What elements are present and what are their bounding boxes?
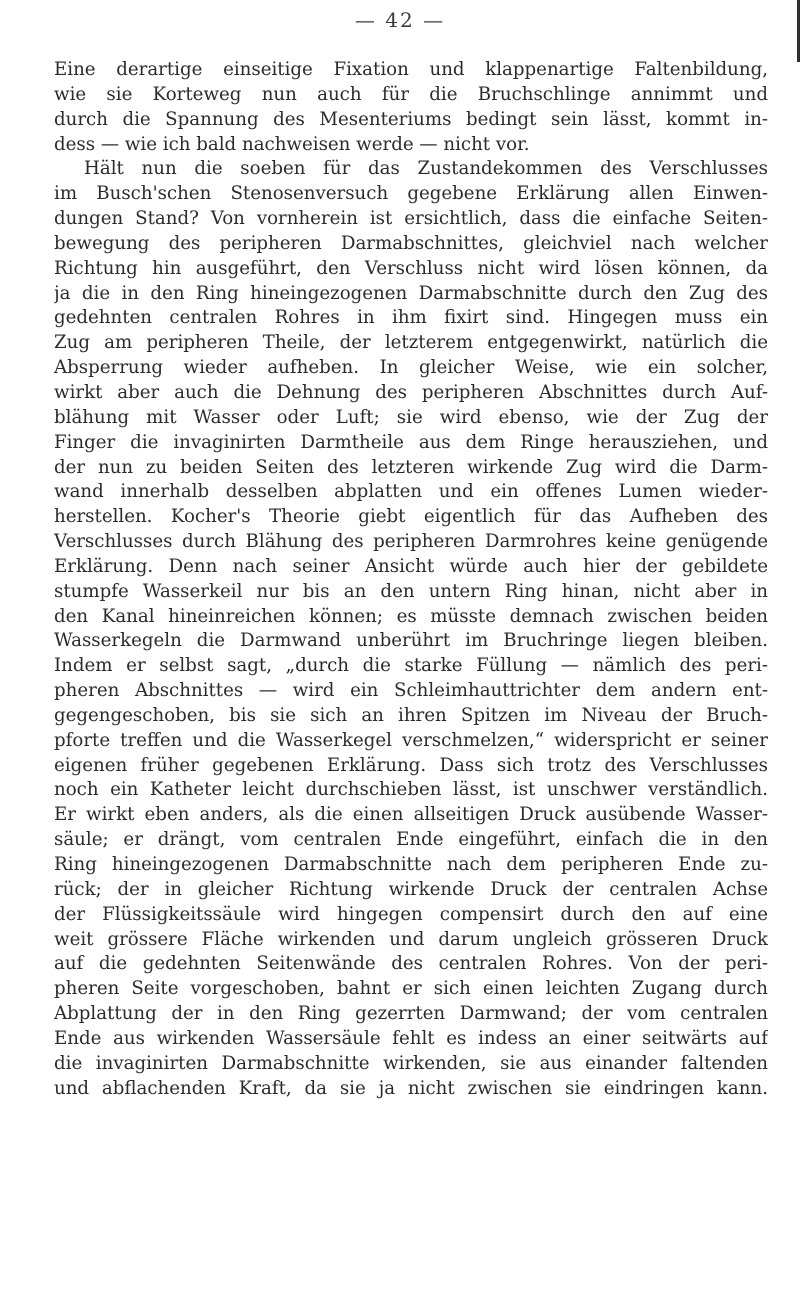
text-line: Erklärung. Denn nach seiner Ansicht würde auch hier der gebildete xyxy=(54,555,768,577)
text-line: gegengeschoben, bis sie sich an ihren Spitzen im Niveau der Bruch- xyxy=(54,704,768,726)
text-line: wie sie Korteweg nun auch für die Bruchschlinge annimmt und xyxy=(54,83,768,105)
text-line: Indem er selbst sagt, „durch die starke Füllung — nämlich des peri- xyxy=(54,655,768,677)
text-line: Zug am peripheren Theile, der letzterem entgegenwirkt, natürlich die xyxy=(54,332,768,354)
text-line: rück; der in gleicher Richtung wirkende Druck der centralen Achse xyxy=(54,878,768,900)
text-line: auf die gedehnten Seitenwände des centralen Rohres. Von der peri- xyxy=(54,953,768,975)
text-line: eigenen früher gegebenen Erklärung. Dass sich trotz des Verschlusses xyxy=(54,754,768,776)
text-line: gedehnten centralen Rohres in ihm fixirt sind. Hingegen muss ein xyxy=(54,307,768,329)
text-line: pheren Seite vorgeschoben, bahnt er sich einen leichten Zugang durch xyxy=(54,978,768,1000)
text-line: bewegung des peripheren Darmabschnittes, gleichviel nach welcher xyxy=(54,232,768,254)
text-line: säule; er drängt, vom centralen Ende eingeführt, einfach die in den xyxy=(54,829,768,851)
text-line: Absperrung wieder aufheben. In gleicher Weise, wie ein solcher, xyxy=(54,357,768,379)
text-line: dungen Stand? Von vornherein ist ersichtlich, dass die einfache Seiten- xyxy=(54,208,768,230)
text-line: im Busch'schen Stenosenversuch gegebene Erklärung allen Einwen- xyxy=(54,183,768,205)
text-line: durch die Spannung des Mesenteriums bedingt sein lässt, kommt in- xyxy=(54,108,768,130)
text-line: ja die in den Ring hineingezogenen Darmabschnitte durch den Zug des xyxy=(54,282,768,304)
body-text xyxy=(54,58,768,1101)
text-line: noch ein Katheter leicht durchschieben lässt, ist unschwer verständlich. xyxy=(54,779,768,801)
text-line: Abplattung der in den Ring gezerrten Darmwand; der vom centralen xyxy=(54,1003,768,1025)
text-line: wirkt aber auch die Dehnung des peripheren Abschnittes durch Auf- xyxy=(54,381,768,403)
text-line: stumpfe Wasserkeil nur bis an den untern Ring hinan, nicht aber in xyxy=(54,580,768,602)
text-line: Ring hineingezogenen Darmabschnitte nach dem peripheren Ende zu- xyxy=(54,854,768,875)
text-line: wand innerhalb desselben abplatten und ein offenes Lumen wieder- xyxy=(54,481,768,503)
text-line: Wasserkegeln die Darmwand unberührt im Bruchringe liegen bleiben. xyxy=(54,630,768,652)
text-line: den Kanal hineinreichen können; es müsste demnach zwischen beiden xyxy=(54,605,768,627)
text-line: herstellen. Kocher's Theorie giebt eigentlich für das Aufheben des xyxy=(54,506,768,528)
text-line: Er wirkt eben anders, als die einen allseitigen Druck ausübende Wasser- xyxy=(54,804,768,826)
text-line: dess — wie ich bald nachweisen werde — nicht vor. xyxy=(54,133,530,155)
text-line: Finger die invaginirten Darmtheile aus dem Ringe herausziehen, und xyxy=(54,431,768,453)
text-line: Verschlusses durch Blähung des peripheren Darmrohres keine genügende xyxy=(54,531,768,553)
text-line: pheren Abschnittes — wird ein Schleimhauttrichter dem andern ent- xyxy=(54,680,768,702)
text-line: Eine derartige einseitige Fixation und klappenartige Faltenbildung, xyxy=(54,59,768,80)
text-line: der Flüssigkeitssäule wird hingegen compensirt durch den auf eine xyxy=(54,903,768,925)
text-line: und abflachenden Kraft, da sie ja nicht zwischen sie eindringen kann. xyxy=(54,1077,768,1099)
page-number: — 42 — xyxy=(354,8,446,32)
text-line: Richtung hin ausgeführt, den Verschluss nicht wird lösen können, da xyxy=(54,257,768,279)
text-line: Hält nun die soeben für das Zustandekommen des Verschlusses xyxy=(84,158,768,180)
text-line: blähung mit Wasser oder Luft; sie wird ebenso, wie der Zug der xyxy=(54,406,768,428)
text-line: die invaginirten Darmabschnitte wirkenden, sie aus einander faltenden xyxy=(54,1052,768,1074)
text-line: der nun zu beiden Seiten des letzteren wirkende Zug wird die Darm- xyxy=(54,456,768,478)
text-line: weit grössere Fläche wirkenden und darum ungleich grösseren Druck xyxy=(54,928,768,950)
text-line: Ende aus wirkenden Wassersäule fehlt es indess an einer seitwärts auf xyxy=(54,1027,768,1049)
text-line: pforte treffen und die Wasserkegel verschmelzen,“ widerspricht er seiner xyxy=(54,729,768,751)
